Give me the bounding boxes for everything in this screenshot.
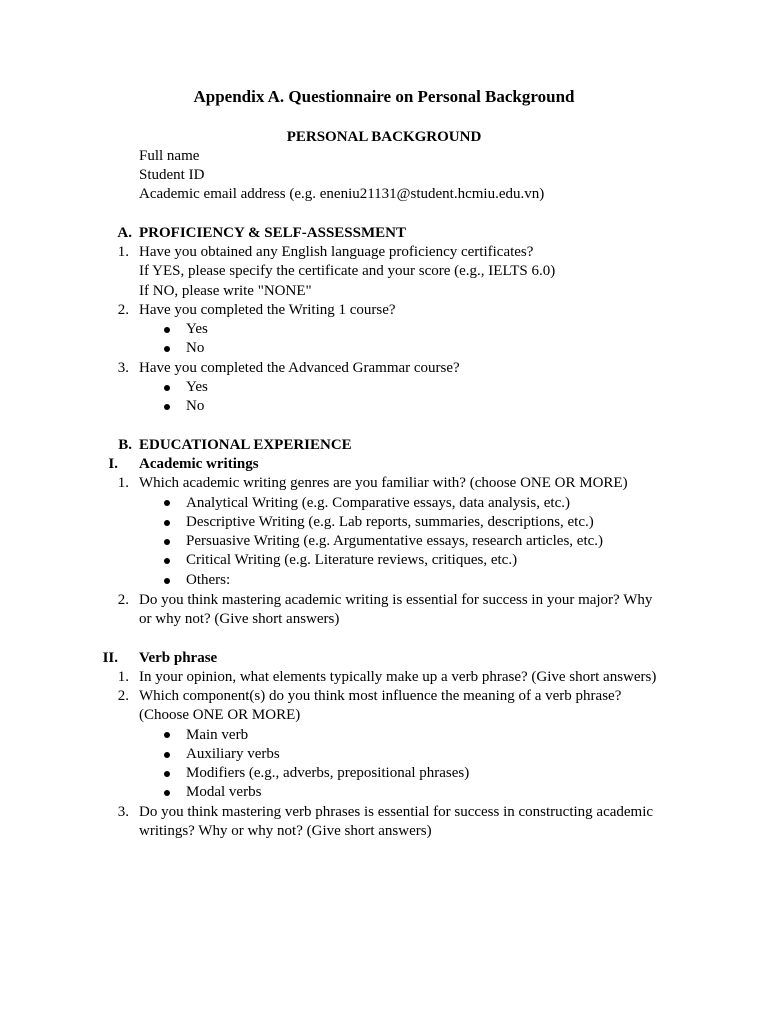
question-text: Have you completed the Writing 1 course? bbox=[139, 302, 396, 318]
bullet-icon bbox=[164, 500, 170, 506]
bullet-icon bbox=[164, 558, 170, 564]
bullet-icon bbox=[164, 327, 170, 333]
option-item: No bbox=[186, 398, 205, 414]
question-number: 1. bbox=[117, 244, 129, 260]
question-text: Do you think mastering verb phrases is essential for success in constructing academic bbox=[139, 804, 654, 820]
bullet-icon bbox=[164, 790, 170, 796]
bullet-icon bbox=[164, 404, 170, 410]
question-text: (Choose ONE OR MORE) bbox=[139, 707, 301, 723]
option-item: Analytical Writing (e.g. Comparative essays, data analysis, etc.) bbox=[186, 495, 571, 511]
question-number: 3. bbox=[117, 804, 129, 820]
question-text: If YES, please specify the certificate and your score (e.g., IELTS 6.0) bbox=[139, 263, 556, 279]
question-text: Which academic writing genres are you familiar with? (choose ONE OR MORE) bbox=[139, 475, 628, 491]
option-item: Yes bbox=[186, 379, 208, 395]
option-item: Critical Writing (e.g. Literature reviews, critiques, etc.) bbox=[186, 552, 518, 568]
question-text: Have you completed the Advanced Grammar course? bbox=[139, 360, 460, 376]
section-b-marker: B. bbox=[118, 437, 132, 453]
question-number: 3. bbox=[117, 360, 129, 376]
bullet-icon bbox=[164, 520, 170, 526]
question-number: 1. bbox=[117, 669, 129, 685]
field-full-name: Full name bbox=[139, 148, 200, 164]
question-text: or why not? (Give short answers) bbox=[139, 611, 340, 627]
section-a-heading: PROFICIENCY & SELF-ASSESSMENT bbox=[139, 225, 406, 241]
section-b-heading: EDUCATIONAL EXPERIENCE bbox=[139, 437, 352, 453]
bullet-icon bbox=[164, 578, 170, 584]
question-text: If NO, please write "NONE" bbox=[139, 283, 312, 299]
bullet-icon bbox=[164, 346, 170, 352]
bullet-icon bbox=[164, 539, 170, 545]
question-text: Which component(s) do you think most influence the meaning of a verb phrase? bbox=[139, 688, 622, 704]
subsection-heading: Verb phrase bbox=[139, 650, 218, 666]
bullet-icon bbox=[164, 385, 170, 391]
option-item: Modifiers (e.g., adverbs, prepositional phrases) bbox=[186, 765, 470, 781]
subsection-marker: II. bbox=[102, 650, 118, 666]
question-number: 2. bbox=[117, 592, 129, 608]
option-item: Yes bbox=[186, 321, 208, 337]
field-email: Academic email address (e.g. eneniu21131@student.hcmiu.edu.vn) bbox=[139, 186, 545, 202]
section-a-marker: A. bbox=[117, 225, 132, 241]
question-text: In your opinion, what elements typically make up a verb phrase? (Give short answers) bbox=[139, 669, 657, 685]
subsection-marker: I. bbox=[108, 456, 118, 472]
option-item: Main verb bbox=[186, 727, 249, 743]
question-number: 2. bbox=[117, 302, 129, 318]
personal-background-heading: PERSONAL BACKGROUND bbox=[286, 129, 482, 145]
question-text: writings? Why or why not? (Give short answers) bbox=[139, 823, 432, 839]
option-item: Persuasive Writing (e.g. Argumentative essays, research articles, etc.) bbox=[186, 533, 604, 549]
question-number: 1. bbox=[117, 475, 129, 491]
bullet-icon bbox=[164, 732, 170, 738]
question-text: Do you think mastering academic writing is essential for success in your major? Why bbox=[139, 592, 653, 608]
option-item: Others: bbox=[186, 572, 231, 588]
option-item: No bbox=[186, 340, 205, 356]
option-item: Auxiliary verbs bbox=[186, 746, 280, 762]
option-item: Modal verbs bbox=[186, 784, 262, 800]
page-title: Appendix A. Questionnaire on Personal Background bbox=[193, 87, 575, 106]
question-text: Have you obtained any English language proficiency certificates? bbox=[139, 244, 534, 260]
field-student-id: Student ID bbox=[139, 167, 205, 183]
question-number: 2. bbox=[117, 688, 129, 704]
option-item: Descriptive Writing (e.g. Lab reports, summaries, descriptions, etc.) bbox=[186, 514, 594, 530]
bullet-icon bbox=[164, 771, 170, 777]
subsection-heading: Academic writings bbox=[139, 456, 259, 472]
bullet-icon bbox=[164, 752, 170, 758]
